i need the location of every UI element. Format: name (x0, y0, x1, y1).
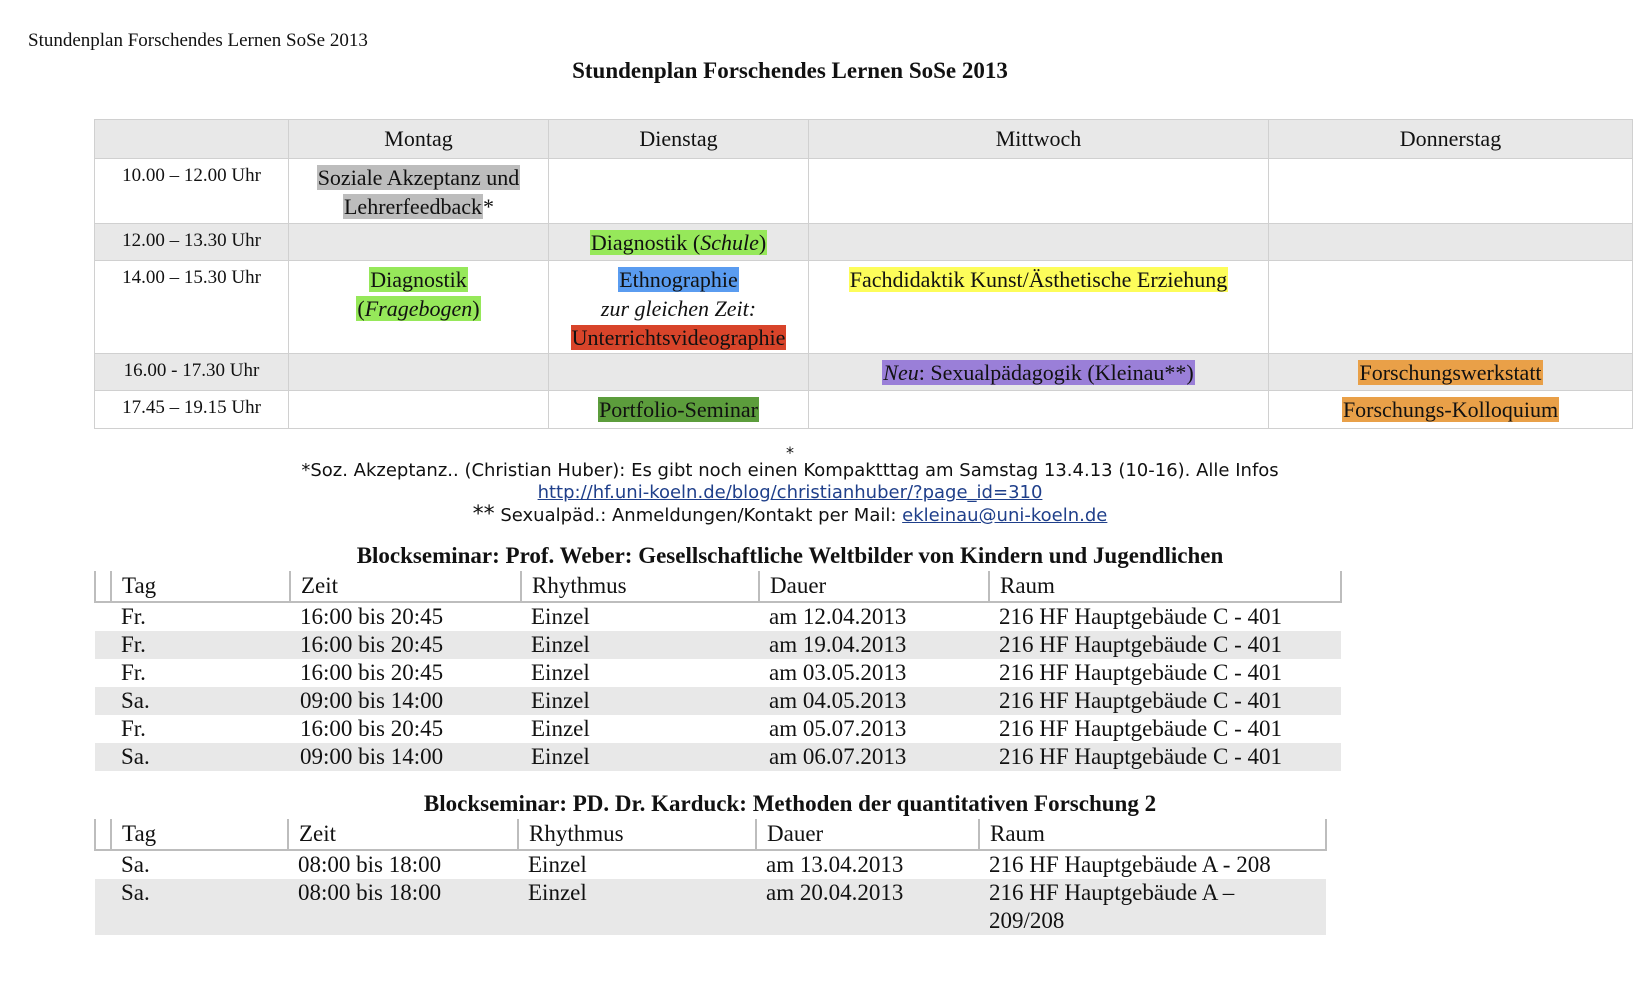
table-row (95, 850, 1326, 879)
row-edge (95, 687, 111, 715)
email-link[interactable]: ekleinau@uni-koeln.de (902, 505, 1108, 526)
table-row (95, 631, 1341, 659)
day-header-dienstag: Dienstag (549, 120, 809, 159)
course-note: zur gleichen Zeit: (600, 296, 757, 321)
column-header: Dauer (759, 571, 989, 602)
table-cell: Einzel (521, 631, 759, 659)
course-label: Diagnostik (Schule) (590, 230, 767, 255)
course-cell (1269, 354, 1633, 391)
table-header-edge (95, 819, 111, 850)
table-cell: am 03.05.2013 (769, 660, 907, 685)
course-cell (809, 159, 1269, 224)
weekly-timetable (94, 119, 1633, 429)
course-label: Soziale Akzeptanz und (317, 165, 520, 190)
column-header: Rhythmus (521, 571, 759, 602)
day-header-mittwoch: Mittwoch (809, 120, 1269, 159)
table-cell: 216 HF Hauptgebäude C - 401 (989, 743, 1341, 771)
table-cell: am 05.07.2013 (769, 716, 907, 741)
column-header: Tag (111, 819, 288, 850)
table-cell: am 19.04.2013 (759, 631, 989, 659)
table-cell: am 06.07.2013 (759, 743, 989, 771)
table-row (95, 602, 1341, 631)
table-cell: 08:00 bis 18:00 (298, 852, 442, 877)
course-cell (549, 354, 809, 391)
table-cell: Sa. (111, 687, 290, 715)
table-cell: 216 HF Hauptgebäude C - 401 (999, 716, 1282, 741)
table-cell: Sa. (121, 852, 150, 877)
timetable-corner (95, 120, 289, 159)
table-cell: 09:00 bis 14:00 (290, 743, 521, 771)
time-slot: 17.45 – 19.15 Uhr (95, 391, 289, 429)
table-cell: Sa. (111, 743, 290, 771)
course-cell (809, 354, 1269, 391)
table-row (95, 687, 1341, 715)
timetable-row (95, 159, 1633, 224)
course-cell (549, 224, 809, 261)
footnote-star: * (786, 443, 794, 462)
row-edge (95, 850, 111, 879)
time-slot: 16.00 - 17.30 Uhr (95, 354, 289, 391)
row-edge (95, 743, 111, 771)
table-cell: 16:00 bis 20:45 (290, 631, 521, 659)
column-header: Raum (989, 571, 1341, 602)
timetable-row (95, 391, 1633, 429)
course-label: Fachdidaktik Kunst/Ästhetische Erziehung (849, 267, 1228, 292)
footnote-line: ** Sexualpäd.: Anmeldungen/Kontakt per Mail: ekleinau@uni-koeln.de (472, 502, 1108, 527)
footnote-marker: * (483, 194, 494, 219)
course-cell (289, 159, 549, 224)
table-row (95, 715, 1341, 743)
table-cell: am 04.05.2013 (759, 687, 989, 715)
table-cell: Fr. (121, 604, 146, 629)
table-row (95, 879, 1326, 935)
block-seminar-table (94, 571, 1342, 771)
table-cell: am 12.04.2013 (769, 604, 907, 629)
course-cell (549, 261, 809, 354)
block-seminar-table (94, 819, 1327, 935)
footnotes (0, 443, 1580, 527)
table-row (95, 659, 1341, 687)
day-header-montag: Montag (289, 120, 549, 159)
course-cell (809, 391, 1269, 429)
table-cell: 216 HF Hauptgebäude C - 401 (989, 631, 1341, 659)
table-header-edge (95, 571, 111, 602)
table-cell: 16:00 bis 20:45 (300, 604, 444, 629)
course-cell (289, 391, 549, 429)
table-cell: Fr. (121, 716, 146, 741)
course-label: Neu: Sexualpädagogik (Kleinau**) (883, 360, 1194, 385)
course-label: Diagnostik (370, 267, 467, 292)
table-cell: 16:00 bis 20:45 (300, 660, 444, 685)
table-cell: 216 HF Hauptgebäude A - 208 (989, 852, 1271, 877)
course-label: Ethnographie (619, 267, 738, 292)
course-label: Forschungs-Kolloquium (1342, 397, 1559, 422)
row-edge (95, 879, 111, 935)
table-cell: 216 HF Hauptgebäude C - 401 (999, 604, 1282, 629)
page-title: Stundenplan Forschendes Lernen SoSe 2013 (572, 58, 1008, 83)
course-cell (1269, 159, 1633, 224)
course-label: Lehrerfeedback (343, 194, 482, 219)
table-cell: Fr. (121, 660, 146, 685)
row-edge (95, 602, 111, 631)
table-cell: Einzel (521, 743, 759, 771)
table-cell: 216 HF Hauptgebäude A – 209/208 (979, 879, 1326, 935)
table-cell: Einzel (528, 852, 587, 877)
timetable-row (95, 354, 1633, 391)
column-header: Rhythmus (518, 819, 756, 850)
course-cell (809, 224, 1269, 261)
course-cell (289, 224, 549, 261)
course-cell (289, 354, 549, 391)
course-cell (289, 261, 549, 354)
column-header: Zeit (290, 571, 521, 602)
timetable-row (95, 261, 1633, 354)
page-header-title: Stundenplan Forschendes Lernen SoSe 2013 (28, 30, 368, 51)
table-cell: Fr. (111, 631, 290, 659)
course-cell (549, 159, 809, 224)
time-slot: 10.00 – 12.00 Uhr (95, 159, 289, 224)
table-cell: 16:00 bis 20:45 (300, 716, 444, 741)
day-header-donnerstag: Donnerstag (1269, 120, 1633, 159)
column-header: Dauer (756, 819, 979, 850)
course-cell (549, 391, 809, 429)
table-cell: 216 HF Hauptgebäude C - 401 (989, 687, 1341, 715)
table-cell: Einzel (531, 660, 590, 685)
time-slot: 12.00 – 13.30 Uhr (95, 224, 289, 261)
course-cell (1269, 391, 1633, 429)
course-cell (809, 261, 1269, 354)
table-cell: am 20.04.2013 (756, 879, 979, 935)
table-cell: Einzel (531, 604, 590, 629)
table-cell: Einzel (521, 687, 759, 715)
time-slot: 14.00 – 15.30 Uhr (95, 261, 289, 354)
row-edge (95, 715, 111, 743)
course-label: Forschungswerkstatt (1359, 360, 1542, 385)
course-label: (Fragebogen) (357, 296, 480, 321)
footnote-line: *Soz. Akzeptanz.. (Christian Huber): Es gibt noch einen Kompaktttag am Samstag 13.4.13 (10-16). Alle Infos (301, 460, 1279, 481)
course-label: Unterrichtsvideographie (571, 325, 786, 350)
row-edge (95, 659, 111, 687)
table-cell: Einzel (518, 879, 756, 935)
timetable-row (95, 224, 1633, 261)
course-cell (1269, 261, 1633, 354)
course-cell (1269, 224, 1633, 261)
column-header: Tag (111, 571, 290, 602)
table-cell: Einzel (531, 716, 590, 741)
table-row (95, 743, 1341, 771)
column-header: Zeit (288, 819, 518, 850)
row-edge (95, 631, 111, 659)
block-seminar-title: Blockseminar: Prof. Weber: Gesellschaftliche Weltbilder von Kindern und Jugendlichen (356, 543, 1224, 568)
footnote-link[interactable]: http://hf.uni-koeln.de/blog/christianhuber/?page_id=310 (537, 482, 1043, 503)
table-cell: am 13.04.2013 (766, 852, 904, 877)
table-cell: 216 HF Hauptgebäude C - 401 (999, 660, 1282, 685)
table-cell: 09:00 bis 14:00 (290, 687, 521, 715)
column-header: Raum (979, 819, 1326, 850)
table-cell: 08:00 bis 18:00 (288, 879, 518, 935)
table-cell: Sa. (111, 879, 288, 935)
course-label: Portfolio-Seminar (599, 397, 758, 422)
block-seminar-title: Blockseminar: PD. Dr. Karduck: Methoden der quantitativen Forschung 2 (423, 791, 1157, 816)
